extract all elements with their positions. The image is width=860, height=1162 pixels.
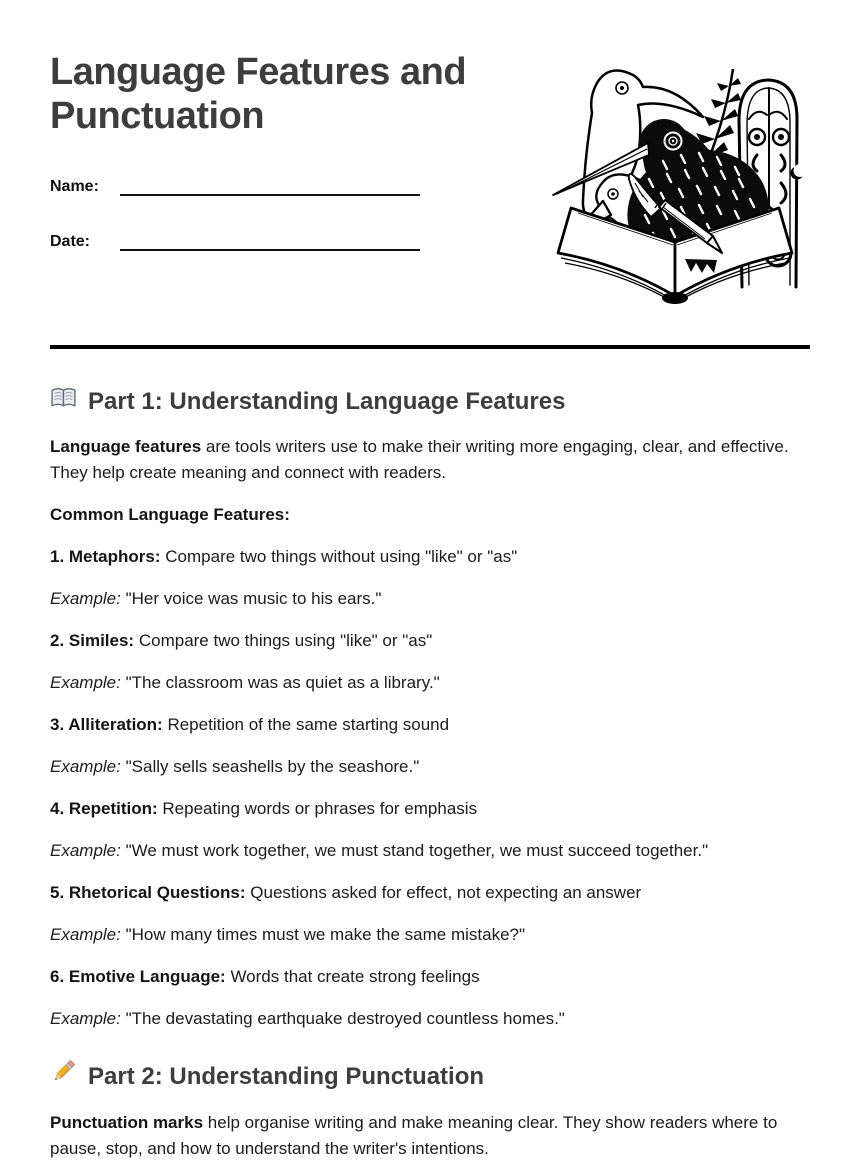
feature-example-text: "How many times must we make the same mistake?" xyxy=(125,925,526,944)
feature-example-text: "Her voice was music to his ears." xyxy=(125,589,382,608)
feature-label: 6. Emotive Language: xyxy=(50,967,226,986)
feature-example xyxy=(50,586,810,612)
feature-example-text: "The classroom was as quiet as a library." xyxy=(125,673,440,692)
feature-definition-text: Repeating words or phrases for emphasis xyxy=(162,799,478,818)
part2-heading-text: Part 2: Understanding Punctuation xyxy=(88,1062,485,1090)
header xyxy=(50,0,810,325)
kiwi-book-illustration-svg xyxy=(545,55,805,325)
part2-heading xyxy=(50,1058,810,1094)
feature-example xyxy=(50,670,810,696)
feature-label: 3. Alliteration: xyxy=(50,715,163,734)
feature-definition xyxy=(50,712,810,738)
name-row xyxy=(50,166,530,196)
features-list-title xyxy=(50,502,810,528)
feature-definition xyxy=(50,880,810,906)
name-input-line[interactable] xyxy=(120,172,420,196)
feature-definition-text: Compare two things using "like" or "as" xyxy=(138,631,433,650)
feature-definition-text: Words that create strong feelings xyxy=(230,967,480,986)
feature-label: 1. Metaphors: xyxy=(50,547,161,566)
part1-intro-bold: Language features xyxy=(50,437,202,456)
feature-definition xyxy=(50,628,810,654)
book-icon xyxy=(50,385,77,418)
part2-intro xyxy=(50,1110,810,1162)
header-left xyxy=(50,0,530,325)
features-list xyxy=(50,544,810,1032)
feature-definition-text: Repetition of the same starting sound xyxy=(167,715,450,734)
part1-heading-text: Part 1: Understanding Language Features xyxy=(88,388,566,415)
feature-example-label: Example: xyxy=(50,925,121,944)
feature-example xyxy=(50,922,810,948)
feature-example xyxy=(50,838,810,864)
page-title: Language Features and Punctuation xyxy=(50,51,467,137)
date-input-line[interactable] xyxy=(120,227,420,251)
feature-label: 5. Rhetorical Questions: xyxy=(50,883,246,902)
feature-example-label: Example: xyxy=(50,841,121,860)
feature-example-text: "We must work together, we must stand together, we must succeed together." xyxy=(125,841,709,860)
feature-definition xyxy=(50,796,810,822)
part1-section xyxy=(50,385,810,1032)
feature-example xyxy=(50,1006,810,1032)
date-label: Date: xyxy=(50,233,91,250)
feature-example-label: Example: xyxy=(50,673,121,692)
name-label: Name: xyxy=(50,178,99,195)
feature-example xyxy=(50,754,810,780)
section-divider xyxy=(50,345,810,349)
part1-intro xyxy=(50,434,810,486)
part2-intro-bold: Punctuation marks xyxy=(50,1113,204,1132)
part2-section xyxy=(50,1058,810,1162)
feature-definition xyxy=(50,544,810,570)
date-row xyxy=(50,221,530,251)
feature-label: 4. Repetition: xyxy=(50,799,158,818)
feature-label: 2. Similes: xyxy=(50,631,135,650)
part2-intro-rest: help organise writing and make meaning clear. They show readers where to pause, stop, and how to understand the writer's intentions. xyxy=(50,1113,778,1158)
feature-example-text: "The devastating earthquake destroyed countless homes." xyxy=(125,1009,565,1028)
feature-example-text: "Sally sells seashells by the seashore." xyxy=(125,757,420,776)
feature-definition-text: Questions asked for effect, not expecting an answer xyxy=(250,883,642,902)
pencil-icon xyxy=(50,1058,77,1094)
kiwi-book-illustration xyxy=(545,0,810,325)
feature-definition-text: Compare two things without using "like" or "as" xyxy=(165,547,518,566)
features-list-title-text: Common Language Features: xyxy=(50,505,290,524)
feature-example-label: Example: xyxy=(50,589,121,608)
feature-example-label: Example: xyxy=(50,1009,121,1028)
part1-intro-rest: are tools writers use to make their writing more engaging, clear, and effective. They help create meaning and connect with readers. xyxy=(50,437,789,482)
feature-example-label: Example: xyxy=(50,757,121,776)
part1-heading xyxy=(50,385,810,418)
feature-definition xyxy=(50,964,810,990)
